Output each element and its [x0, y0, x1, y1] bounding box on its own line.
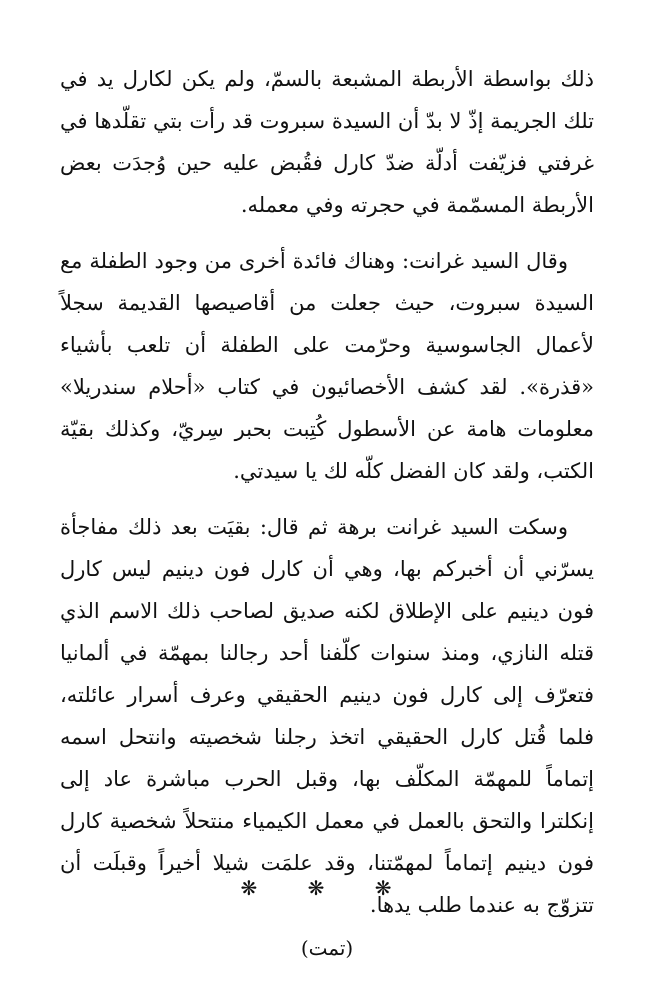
paragraph-2: وقال السيد غرانت: وهناك فائدة أخرى من وجود الطفلة مع السيدة سبروت، حيث جعلت من أقاصيصها القديمة سجلاً لأعمال الجاسوسية وحرّمت على الطفلة أن تلعب بأشياء «قذرة». لقد كشف الأخصائيون في كتاب «أحلام سندريلا» معلومات هامة عن الأسطول كُتِبت بحبر سِريّ، وكذلك بقيّة الكتب، ولقد كان الفضل كلّه لك يا سيدتي.: [60, 249, 594, 483]
page-body: [60, 58, 594, 960]
ending-label: (تمت): [300, 936, 354, 960]
paragraph-3: وسكت السيد غرانت برهة ثم قال: بقيَت بعد ذلك مفاجأة يسرّني أن أخبركم بها، وهي أن كارل فون دينيم ليس كارل فون دينيم على الإطلاق لكنه صديق لصاحب ذلك الاسم الذي قتله النازي، ومنذ سنوات كلّفنا أحد رجالنا بمهمّة في ألمانيا فتعرّف إلى كارل فون دينيم الحقيقي وعرف أسرار عائلته، فلما قُتل كارل الحقيقي اتخذ رجلنا شخصيته وانتحل اسمه إتماماً للمهمّة المكلّف بها، وقبل الحرب مباشرة عاد إلى إنكلترا والتحق بالعمل في معمل الكيمياء منتحلاً شخصية كارل فون دينيم إتماماً لمهمّتنا، وقد علمَت شيلا أخيراً وقبلَت أن تتزوّج به عندما طلب يدها.: [60, 515, 594, 917]
paragraph-1: ذلك بواسطة الأربطة المشبعة بالسمّ، ولم يكن لكارل يد في تلك الجريمة إذّ لا بدّ أن السيدة سبروت قد رأت بتي تقلّدها في غرفتي فزيّفت أدلّة ضدّ كارل فقُبض عليه حين وُجدَت بعض الأربطة المسمّمة في حجرته وفي معمله.: [60, 67, 594, 217]
section-separator: ❋ ❋ ❋: [240, 876, 414, 900]
